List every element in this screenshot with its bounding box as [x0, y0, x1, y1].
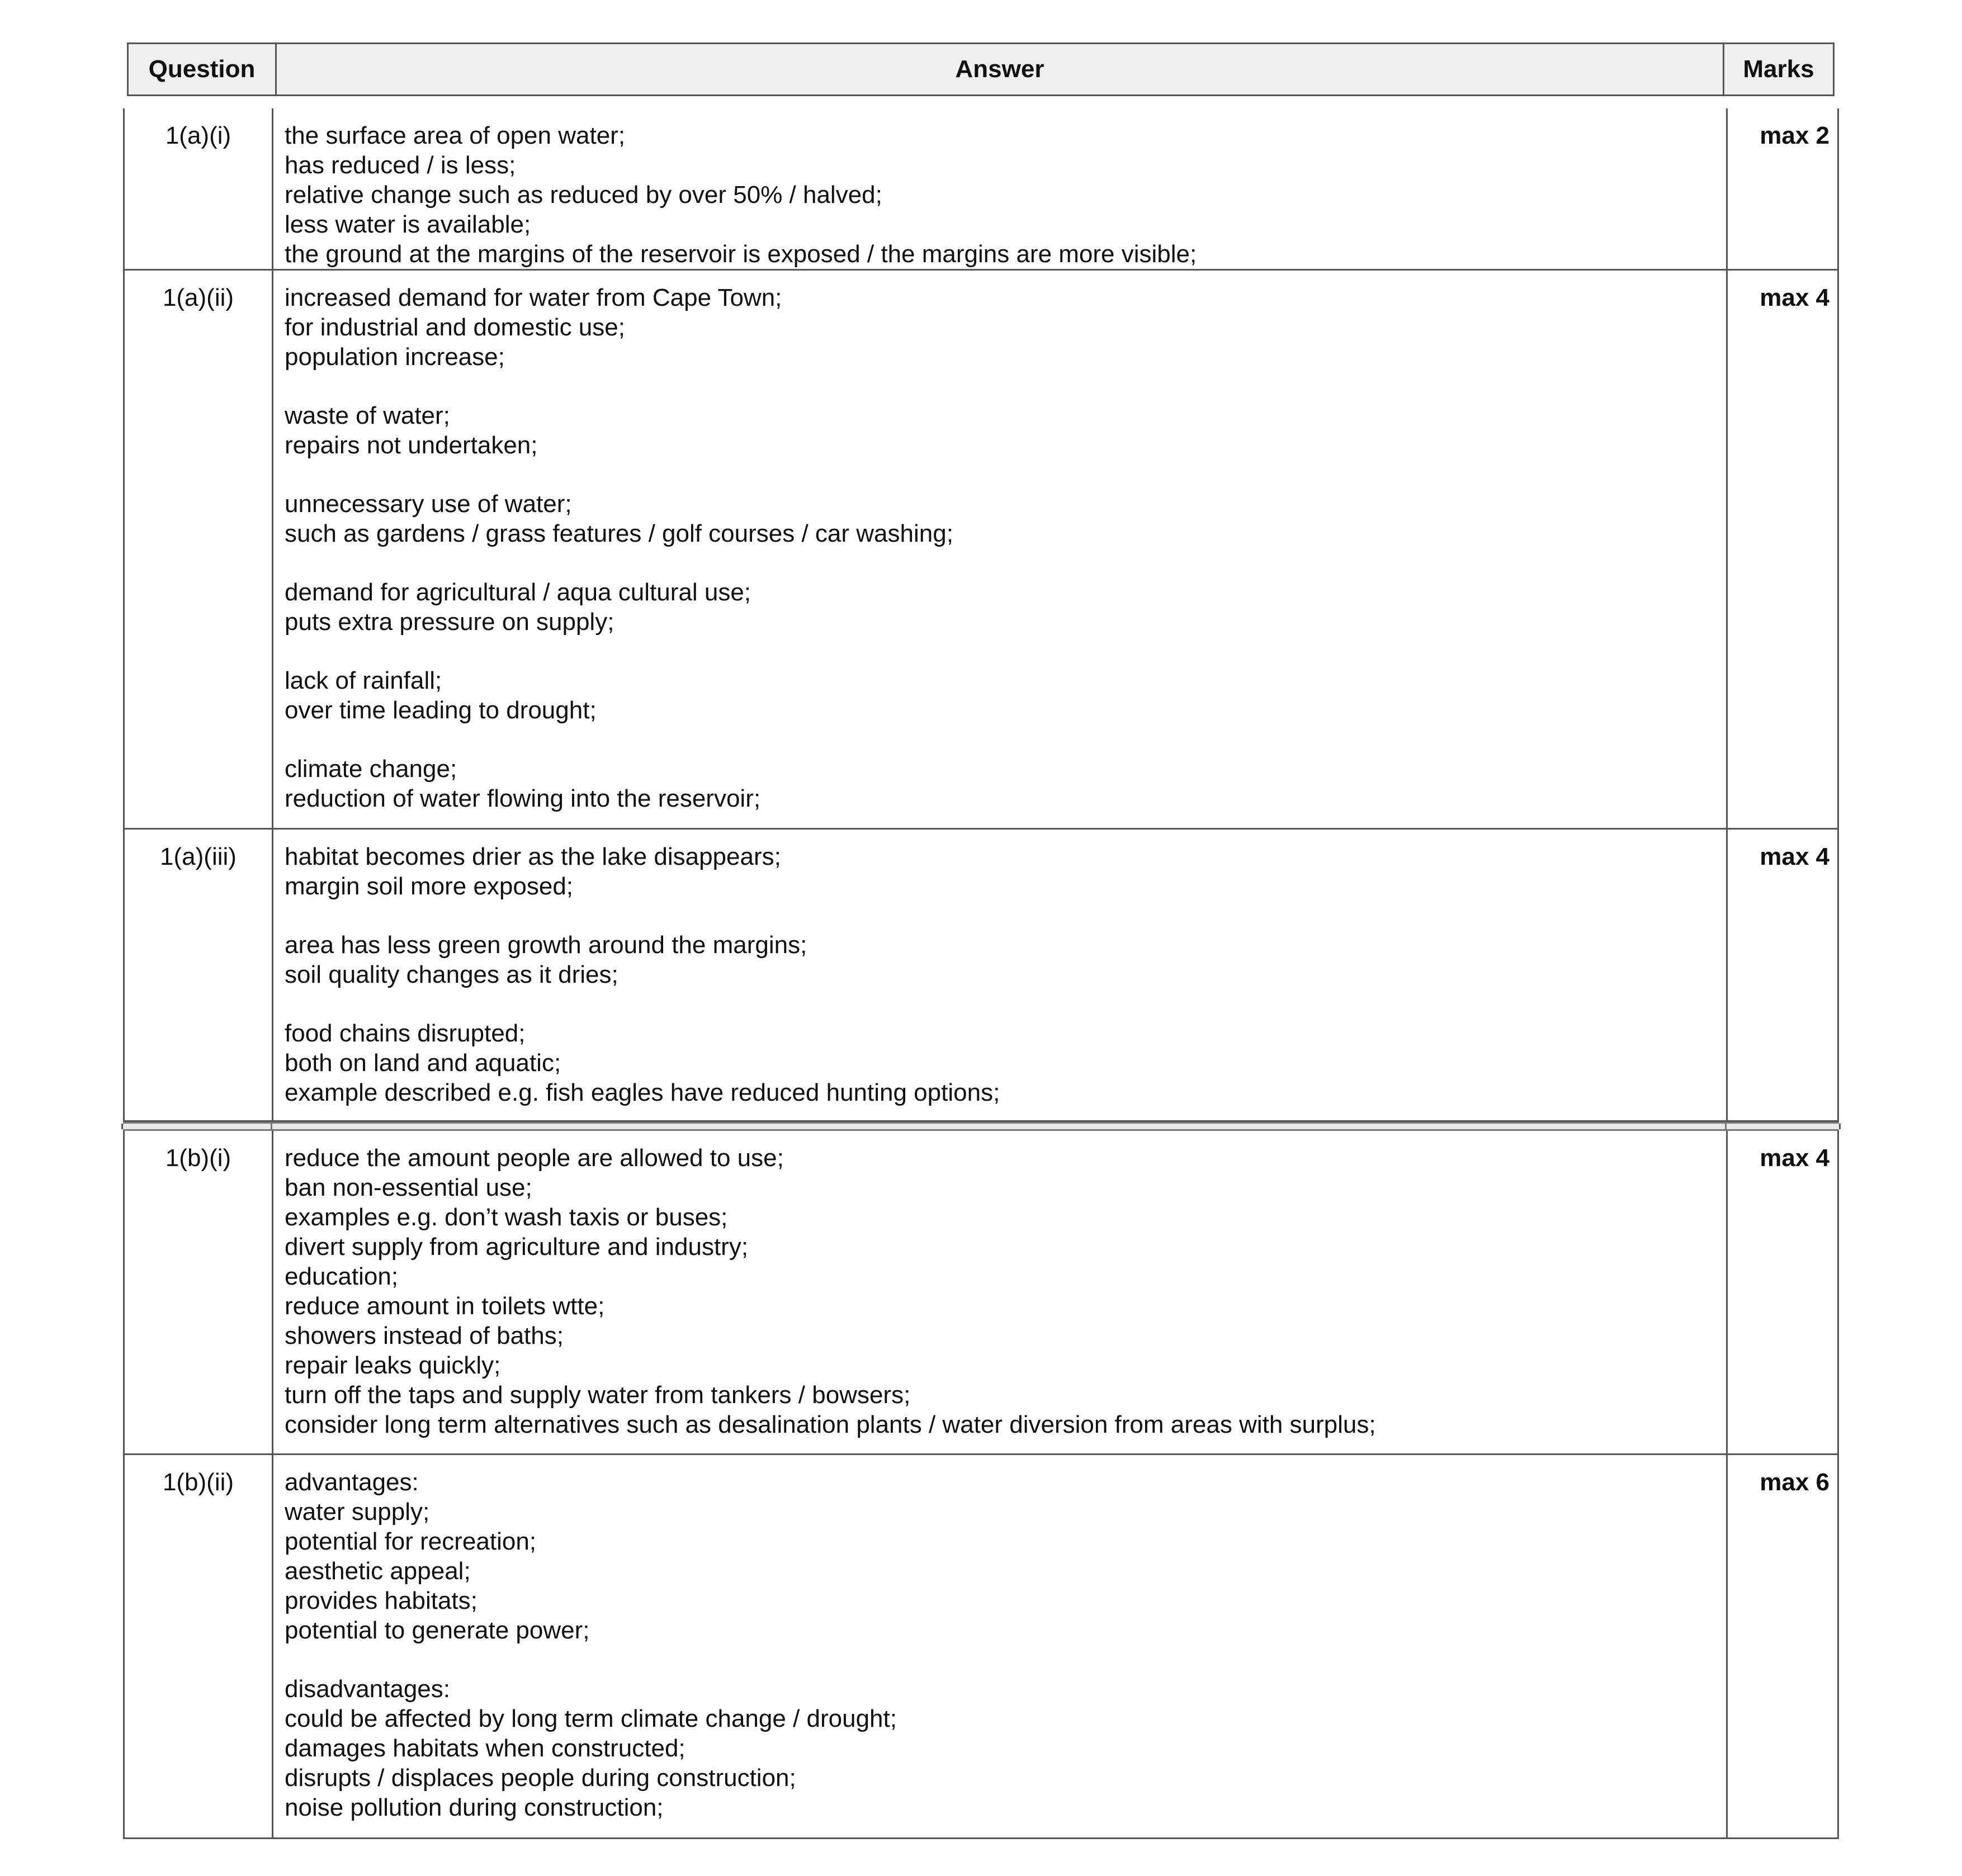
- answer-line: education;: [285, 1263, 399, 1290]
- answer-cell: [273, 108, 1728, 269]
- answer-line: provides habitats;: [285, 1587, 478, 1614]
- group-spacer: [285, 548, 1726, 577]
- answer-line: noise pollution during construction;: [285, 1794, 664, 1821]
- answer-line: example described e.g. fish eagles have reduced hunting options;: [285, 1079, 1000, 1106]
- answer-line: consider long term alternatives such as desalination plants / water diversion from areas with surplus;: [285, 1411, 1376, 1438]
- answer-line: less water is available;: [285, 211, 531, 238]
- table-row: [123, 108, 1839, 271]
- answer-line: could be affected by long term climate change / drought;: [285, 1705, 897, 1732]
- question-number: 1(b)(i): [125, 1131, 273, 1453]
- marks-value: max 6: [1760, 1468, 1829, 1496]
- answer-line: for industrial and domestic use;: [285, 314, 625, 341]
- answer-cell: [273, 1131, 1728, 1453]
- answer-line: area has less green growth around the margins;: [285, 931, 807, 959]
- question-number: 1(a)(iii): [125, 830, 273, 1120]
- answer-line: both on land and aquatic;: [285, 1049, 561, 1077]
- answer-line: repair leaks quickly;: [285, 1352, 501, 1379]
- divider-rule: [121, 1124, 123, 1129]
- divider-rule: [271, 1124, 272, 1129]
- marks-value: max 4: [1760, 284, 1829, 311]
- answer-line: water supply;: [285, 1498, 430, 1526]
- answer-line: damages habitats when constructed;: [285, 1735, 685, 1762]
- table-row: [123, 1131, 1839, 1455]
- group-spacer: [285, 460, 1726, 489]
- answer-line: food chains disrupted;: [285, 1020, 526, 1047]
- marks-value: max 4: [1760, 843, 1829, 870]
- answer-line: reduce the amount people are allowed to use;: [285, 1144, 784, 1172]
- header-marks: Marks: [1743, 55, 1814, 83]
- answer-line: disrupts / displaces people during construction;: [285, 1764, 796, 1792]
- table-section-divider: [123, 1122, 1839, 1131]
- answer-line: has reduced / is less;: [285, 151, 516, 179]
- answer-line: ban non-essential use;: [285, 1174, 532, 1201]
- group-spacer: [285, 1645, 1726, 1674]
- table-row: [123, 830, 1839, 1122]
- answer-line: the surface area of open water;: [285, 122, 626, 149]
- answer-cell: [273, 830, 1728, 1120]
- answer-line: potential to generate power;: [285, 1617, 590, 1644]
- question-number: 1(b)(ii): [125, 1455, 273, 1837]
- answer-line: waste of water;: [285, 402, 450, 429]
- answer-line: reduction of water flowing into the reservoir;: [285, 785, 761, 812]
- divider-rule: [1725, 1124, 1727, 1129]
- answer-line: aesthetic appeal;: [285, 1557, 471, 1585]
- answer-line: lack of rainfall;: [285, 667, 442, 694]
- answer-cell: [273, 1455, 1728, 1837]
- group-spacer: [285, 637, 1726, 666]
- answer-line: margin soil more exposed;: [285, 873, 574, 900]
- answer-line: turn off the taps and supply water from tankers / bowsers;: [285, 1381, 911, 1409]
- question-number: 1(a)(ii): [125, 271, 273, 828]
- table-row: [123, 271, 1839, 830]
- answer-line: examples e.g. don’t wash taxis or buses;: [285, 1204, 728, 1231]
- marks-value: max 4: [1760, 1144, 1829, 1172]
- answer-line: population increase;: [285, 343, 505, 371]
- answer-line: potential for recreation;: [285, 1528, 537, 1555]
- answer-line: disadvantages:: [285, 1675, 450, 1703]
- answer-line: advantages:: [285, 1468, 419, 1496]
- answer-line: habitat becomes drier as the lake disappears;: [285, 843, 781, 870]
- answer-line: divert supply from agriculture and industry;: [285, 1233, 749, 1261]
- header-question: Question: [129, 44, 277, 94]
- answer-line: demand for agricultural / aqua cultural use;: [285, 579, 751, 606]
- group-spacer: [285, 725, 1726, 754]
- answer-line: relative change such as reduced by over 50% / halved;: [285, 181, 882, 209]
- table-row: [123, 1455, 1839, 1839]
- marks-value: max 2: [1760, 122, 1829, 149]
- answer-line: soil quality changes as it dries;: [285, 961, 618, 988]
- answer-line: puts extra pressure on supply;: [285, 608, 614, 636]
- group-spacer: [285, 372, 1726, 401]
- question-number: 1(a)(i): [125, 108, 273, 269]
- answer-line: repairs not undertaken;: [285, 432, 538, 459]
- group-spacer: [285, 901, 1726, 930]
- answer-line: climate change;: [285, 755, 457, 783]
- answer-line: the ground at the margins of the reservoir is exposed / the margins are more visible;: [285, 240, 1197, 268]
- answer-line: over time leading to drought;: [285, 697, 597, 724]
- answer-cell: [273, 271, 1728, 828]
- answer-line: unnecessary use of water;: [285, 490, 572, 518]
- group-spacer: [285, 989, 1726, 1018]
- answer-line: reduce amount in toilets wtte;: [285, 1292, 605, 1320]
- table-header: [127, 42, 1835, 96]
- answer-line: increased demand for water from Cape Town;: [285, 284, 782, 311]
- answer-line: such as gardens / grass features / golf courses / car washing;: [285, 520, 953, 547]
- header-answer: Answer: [277, 44, 1724, 94]
- answer-line: showers instead of baths;: [285, 1322, 564, 1349]
- divider-rule: [1839, 1124, 1841, 1129]
